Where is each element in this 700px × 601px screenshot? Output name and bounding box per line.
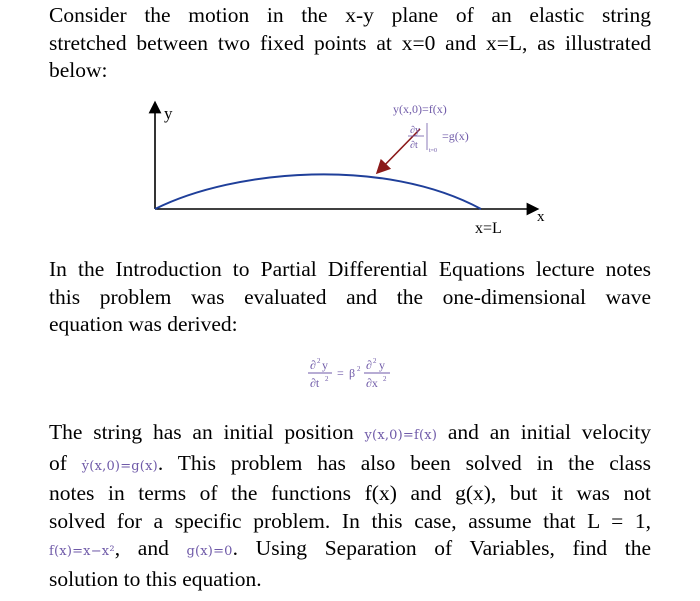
problem-paragraph bbox=[49, 419, 651, 593]
problem-line-5-text-b: . Using Separation of Variables, find the bbox=[232, 536, 652, 560]
intro-paragraph bbox=[49, 2, 651, 85]
x-axis-label: x bbox=[537, 209, 545, 225]
intro-line-2: stretched between two fixed points at x=0 and x=L, as illustrated bbox=[49, 30, 651, 55]
f-definition-eq: f(x)=x−x² bbox=[49, 544, 115, 559]
g-definition-eq: g(x)=0 bbox=[186, 544, 233, 559]
middle-line-2: this problem was evaluated and the one-dimensional wave bbox=[49, 284, 651, 309]
problem-line-1-text-b: and an initial velocity bbox=[447, 420, 651, 444]
wave-equation bbox=[308, 353, 418, 398]
middle-paragraph bbox=[49, 256, 651, 339]
svg-text:2: 2 bbox=[357, 365, 361, 373]
middle-line-1: In the Introduction to Partial Differential Equations lecture notes bbox=[49, 257, 651, 281]
problem-line-2-text-b: . This problem has also been solved in the class bbox=[157, 450, 652, 475]
problem-line-2 bbox=[49, 450, 651, 481]
problem-line-6: solution to this equation. bbox=[49, 566, 262, 591]
problem-line-1-text-a: The string has an initial position bbox=[49, 420, 354, 444]
svg-text:2: 2 bbox=[383, 375, 387, 383]
intro-line-3: below: bbox=[49, 58, 108, 82]
svg-text:∂y: ∂y bbox=[410, 125, 420, 136]
problem-line-5-text-a: , and bbox=[114, 536, 169, 560]
string-diagram bbox=[145, 95, 555, 245]
problem-line-1 bbox=[49, 419, 651, 450]
svg-text:∂: ∂ bbox=[366, 358, 372, 372]
svg-text:∂: ∂ bbox=[310, 358, 316, 372]
initial-velocity-eq bbox=[408, 123, 469, 154]
problem-line-5 bbox=[49, 535, 651, 566]
svg-text:t=0: t=0 bbox=[429, 148, 438, 154]
problem-line-4: solved for a specific problem. In this case, assume that L = 1, bbox=[49, 508, 651, 533]
middle-line-3: equation was derived: bbox=[49, 312, 238, 336]
svg-text:y: y bbox=[322, 358, 328, 372]
svg-text:∂t: ∂t bbox=[310, 376, 320, 390]
initial-velocity-inline-eq: ẏ(x,0)=g(x) bbox=[81, 458, 158, 474]
initial-position-eq: y(x,0)=f(x) bbox=[393, 102, 447, 116]
problem-line-3: notes in terms of the functions f(x) and g(x), but it was not bbox=[49, 481, 651, 505]
intro-line-1: Consider the motion in the x-y plane of an elastic string bbox=[49, 3, 651, 27]
x-end-label: x=L bbox=[475, 220, 502, 237]
svg-text:2: 2 bbox=[373, 357, 377, 365]
y-axis-label: y bbox=[164, 104, 173, 123]
svg-text:∂x: ∂x bbox=[366, 376, 378, 390]
svg-text:y: y bbox=[379, 358, 385, 372]
svg-text:2: 2 bbox=[317, 357, 321, 365]
problem-line-2-text-a: of bbox=[49, 450, 67, 475]
svg-text:=: = bbox=[337, 366, 344, 380]
svg-text:∂t: ∂t bbox=[410, 140, 418, 151]
initial-position-inline-eq: y(x,0)=f(x) bbox=[364, 428, 438, 443]
svg-text:β: β bbox=[349, 366, 356, 380]
svg-text:2: 2 bbox=[325, 375, 329, 383]
svg-text:=g(x): =g(x) bbox=[442, 129, 469, 143]
string-curve bbox=[155, 174, 481, 209]
